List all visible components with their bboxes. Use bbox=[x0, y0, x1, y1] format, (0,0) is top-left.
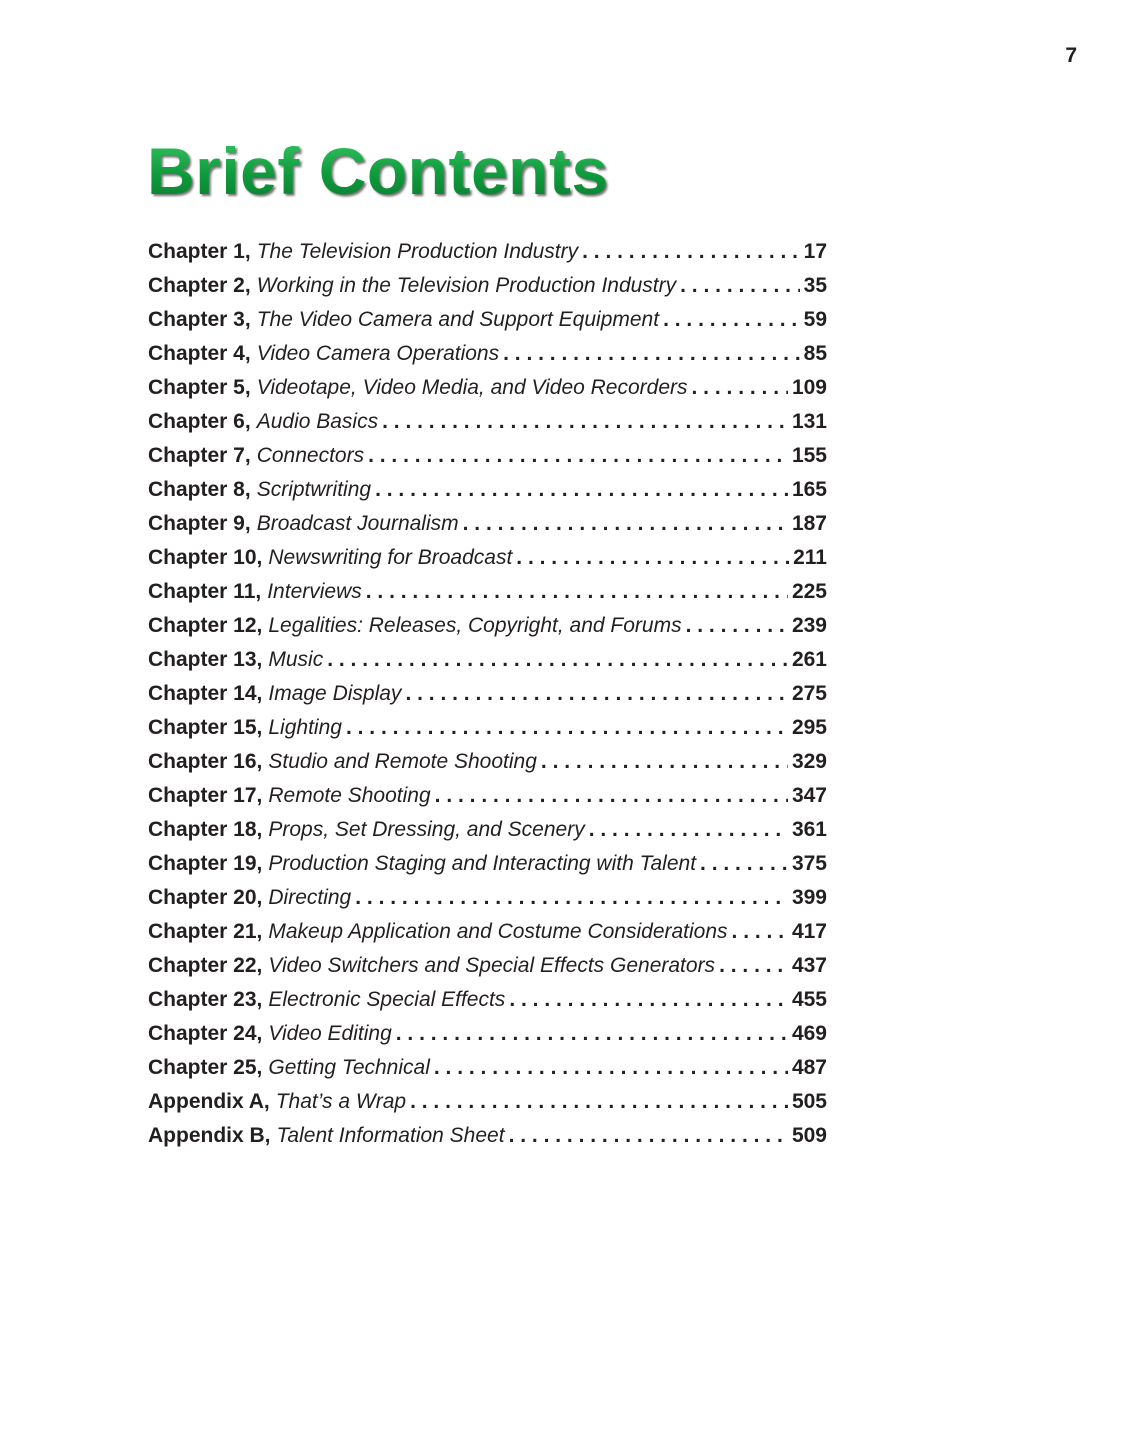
toc-entry-title: That’s a Wrap bbox=[275, 1090, 407, 1113]
toc-entry bbox=[148, 580, 827, 614]
toc-entry-page: 295 bbox=[791, 716, 827, 739]
toc-entry-title: Studio and Remote Shooting bbox=[268, 750, 537, 773]
toc-entry-page: 155 bbox=[791, 444, 827, 467]
dot-leader bbox=[503, 342, 800, 366]
toc-entry bbox=[148, 920, 827, 954]
dot-leader bbox=[663, 308, 800, 332]
toc-entry-page: 275 bbox=[791, 682, 827, 705]
toc-entry-page: 509 bbox=[791, 1124, 827, 1147]
toc-entry-title: Working in the Television Production Industry bbox=[256, 274, 677, 297]
toc-entry-title: Videotape, Video Media, and Video Recorders bbox=[256, 376, 688, 399]
toc-entry-label: Appendix A, bbox=[148, 1090, 270, 1113]
toc-entry bbox=[148, 240, 827, 274]
toc-entry-label: Chapter 21, bbox=[148, 920, 263, 943]
toc-entry-title: The Television Production Industry bbox=[256, 240, 579, 263]
toc-entry-page: 437 bbox=[791, 954, 827, 977]
toc-entry bbox=[148, 614, 827, 648]
toc-entry-label: Chapter 10, bbox=[148, 546, 263, 569]
dot-leader bbox=[541, 750, 788, 774]
toc-entry-title: Newswriting for Broadcast bbox=[268, 546, 513, 569]
toc-entry-title: Production Staging and Interacting with Talent bbox=[268, 852, 697, 875]
dot-leader bbox=[680, 274, 800, 298]
dot-leader bbox=[346, 716, 788, 740]
toc-entry-title: Talent Information Sheet bbox=[276, 1124, 505, 1147]
toc-entry-label: Chapter 16, bbox=[148, 750, 263, 773]
toc-entry-page: 131 bbox=[791, 410, 827, 433]
toc-entry bbox=[148, 1124, 827, 1158]
toc-entry-label: Chapter 14, bbox=[148, 682, 263, 705]
toc-entry bbox=[148, 274, 827, 308]
toc-entry bbox=[148, 444, 827, 478]
dot-leader bbox=[410, 1090, 788, 1114]
toc-entry-title: Audio Basics bbox=[256, 410, 379, 433]
dot-leader bbox=[405, 682, 788, 706]
toc-entry-label: Chapter 23, bbox=[148, 988, 263, 1011]
dot-leader bbox=[719, 954, 788, 978]
dot-leader bbox=[375, 478, 788, 502]
table-of-contents bbox=[148, 240, 827, 1158]
toc-entry-title: Legalities: Releases, Copyright, and Forums bbox=[268, 614, 682, 637]
toc-entry-title: Directing bbox=[268, 886, 352, 909]
toc-entry-title: Video Editing bbox=[268, 1022, 392, 1045]
toc-entry-title: Interviews bbox=[267, 580, 362, 603]
dot-leader bbox=[434, 1056, 788, 1080]
toc-entry-title: Image Display bbox=[268, 682, 402, 705]
toc-entry-title: The Video Camera and Support Equipment bbox=[256, 308, 660, 331]
toc-entry-label: Chapter 15, bbox=[148, 716, 263, 739]
toc-entry-label: Chapter 22, bbox=[148, 954, 263, 977]
toc-entry-label: Chapter 6, bbox=[148, 410, 251, 433]
toc-entry-page: 35 bbox=[803, 274, 827, 297]
toc-entry-label: Chapter 5, bbox=[148, 376, 251, 399]
dot-leader bbox=[463, 512, 788, 536]
toc-entry-label: Chapter 19, bbox=[148, 852, 263, 875]
dot-leader bbox=[368, 444, 788, 468]
toc-entry-page: 417 bbox=[791, 920, 827, 943]
dot-leader bbox=[516, 546, 789, 570]
toc-entry-page: 469 bbox=[791, 1022, 827, 1045]
toc-entry bbox=[148, 546, 827, 580]
toc-entry-page: 187 bbox=[791, 512, 827, 535]
toc-entry-page: 361 bbox=[791, 818, 827, 841]
toc-entry-title: Props, Set Dressing, and Scenery bbox=[268, 818, 585, 841]
dot-leader bbox=[509, 1124, 788, 1148]
toc-entry-title: Makeup Application and Costume Considerations bbox=[268, 920, 728, 943]
toc-entry-page: 17 bbox=[803, 240, 827, 263]
page-number: 7 bbox=[1065, 44, 1077, 67]
toc-entry-label: Appendix B, bbox=[148, 1124, 271, 1147]
toc-entry-label: Chapter 20, bbox=[148, 886, 263, 909]
toc-entry bbox=[148, 784, 827, 818]
toc-entry-label: Chapter 2, bbox=[148, 274, 251, 297]
toc-entry-title: Connectors bbox=[256, 444, 365, 467]
toc-entry-page: 261 bbox=[791, 648, 827, 671]
toc-entry-title: Broadcast Journalism bbox=[256, 512, 459, 535]
toc-entry-label: Chapter 12, bbox=[148, 614, 263, 637]
toc-entry-page: 505 bbox=[791, 1090, 827, 1113]
toc-entry-label: Chapter 4, bbox=[148, 342, 251, 365]
toc-entry-label: Chapter 11, bbox=[148, 580, 262, 603]
dot-leader bbox=[589, 818, 788, 842]
toc-entry-label: Chapter 18, bbox=[148, 818, 263, 841]
dot-leader bbox=[382, 410, 788, 434]
toc-entry-page: 487 bbox=[791, 1056, 827, 1079]
dot-leader bbox=[509, 988, 788, 1012]
toc-entry-page: 347 bbox=[791, 784, 827, 807]
toc-entry bbox=[148, 308, 827, 342]
toc-entry bbox=[148, 376, 827, 410]
toc-entry bbox=[148, 750, 827, 784]
toc-entry bbox=[148, 886, 827, 920]
dot-leader bbox=[732, 920, 788, 944]
toc-entry bbox=[148, 648, 827, 682]
dot-leader bbox=[582, 240, 800, 264]
toc-entry-page: 59 bbox=[803, 308, 827, 331]
toc-entry-page: 329 bbox=[791, 750, 827, 773]
toc-entry-label: Chapter 1, bbox=[148, 240, 251, 263]
toc-entry bbox=[148, 954, 827, 988]
toc-entry-label: Chapter 9, bbox=[148, 512, 251, 535]
toc-entry-page: 211 bbox=[793, 546, 827, 569]
toc-entry-page: 239 bbox=[791, 614, 827, 637]
toc-entry-page: 375 bbox=[791, 852, 827, 875]
toc-entry-title: Electronic Special Effects bbox=[268, 988, 506, 1011]
toc-entry bbox=[148, 478, 827, 512]
toc-entry bbox=[148, 852, 827, 886]
toc-entry-label: Chapter 13, bbox=[148, 648, 263, 671]
toc-entry-title: Music bbox=[268, 648, 324, 671]
toc-entry-title: Video Camera Operations bbox=[256, 342, 500, 365]
dot-leader bbox=[366, 580, 788, 604]
dot-leader bbox=[700, 852, 788, 876]
toc-entry bbox=[148, 818, 827, 852]
toc-entry bbox=[148, 1090, 827, 1124]
dot-leader bbox=[327, 648, 788, 672]
dot-leader bbox=[692, 376, 788, 400]
toc-entry-page: 109 bbox=[791, 376, 827, 399]
dot-leader bbox=[435, 784, 788, 808]
toc-entry-page: 85 bbox=[803, 342, 827, 365]
toc-entry-label: Chapter 25, bbox=[148, 1056, 263, 1079]
toc-entry-page: 399 bbox=[791, 886, 827, 909]
toc-entry-label: Chapter 7, bbox=[148, 444, 251, 467]
toc-entry bbox=[148, 716, 827, 750]
toc-entry-title: Lighting bbox=[268, 716, 342, 739]
toc-entry-page: 225 bbox=[791, 580, 827, 603]
toc-entry bbox=[148, 682, 827, 716]
toc-entry-label: Chapter 24, bbox=[148, 1022, 263, 1045]
toc-entry-title: Remote Shooting bbox=[268, 784, 431, 807]
dot-leader bbox=[396, 1022, 788, 1046]
page-title: Brief Contents bbox=[147, 134, 609, 208]
toc-entry bbox=[148, 410, 827, 444]
toc-entry-title: Video Switchers and Special Effects Generators bbox=[268, 954, 716, 977]
toc-entry-label: Chapter 8, bbox=[148, 478, 251, 501]
toc-entry bbox=[148, 1056, 827, 1090]
toc-entry bbox=[148, 988, 827, 1022]
dot-leader bbox=[686, 614, 788, 638]
toc-entry-title: Getting Technical bbox=[268, 1056, 430, 1079]
toc-entry bbox=[148, 342, 827, 376]
toc-entry-label: Chapter 17, bbox=[148, 784, 263, 807]
toc-entry-label: Chapter 3, bbox=[148, 308, 251, 331]
dot-leader bbox=[355, 886, 788, 910]
toc-entry bbox=[148, 512, 827, 546]
toc-entry-page: 165 bbox=[791, 478, 827, 501]
toc-entry-page: 455 bbox=[791, 988, 827, 1011]
toc-entry-title: Scriptwriting bbox=[256, 478, 372, 501]
toc-entry bbox=[148, 1022, 827, 1056]
